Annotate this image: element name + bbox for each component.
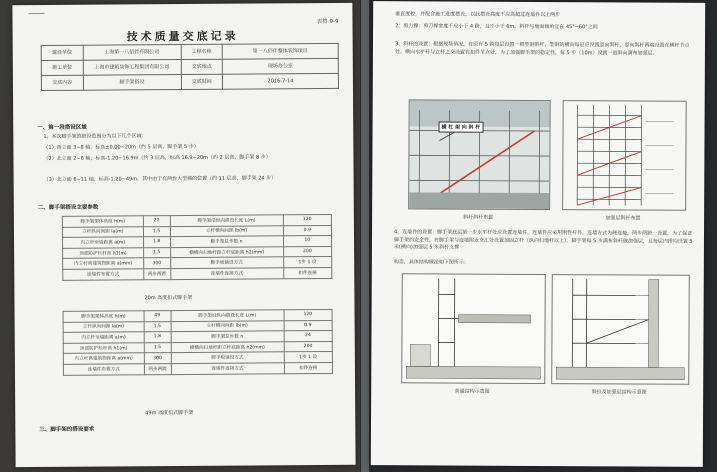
form-code: 表格 9-9	[316, 18, 339, 26]
header-label: 交底时间	[181, 74, 223, 89]
parameter-label: 立杆横向间距 lb(m)	[171, 320, 284, 331]
area-item-2: （2）北立面 2~6 轴，标高-1.20~16.9m（约 3 层高，标高 16.9~20m（约 2 层高，脚手架 8 步）	[43, 154, 271, 162]
parameter-value: 0.9	[284, 320, 333, 331]
paragraph-bracing: 2、剪力撑：剪刀撑宽度不应小于 4 跨，且不小于 6m，斜杆与地面倾角宜在 45°~60°之间	[395, 23, 598, 31]
header-label: 工程名称	[181, 44, 223, 59]
parameter-label: 内立杆至墙距离 a(m)	[63, 332, 144, 343]
normal-structure-drawing	[402, 274, 545, 383]
reinforced-structure-drawing	[552, 275, 689, 384]
parameter-label: 立杆横向间距 lb(m)	[170, 225, 283, 236]
parameter-value: 两步两跨	[144, 364, 171, 375]
parameter-label: 脚手板铺设方式	[170, 257, 283, 268]
diagonal-tag: 横 杠 架 向 斜 杆	[439, 121, 484, 132]
header-value: 上海第一八佰伴有限公司	[83, 45, 181, 61]
parameter-value: 1.5	[144, 321, 171, 332]
paragraph-continuation: 垂直度控，并配合施工进度搭设，以此搭设高度不应高超过连墙件以上两步	[395, 11, 561, 19]
header-value: 现场办公室	[222, 58, 338, 74]
parameter-value: 1.8	[143, 237, 170, 248]
parameter-value: 10	[283, 236, 332, 247]
parameter-label: 连墙件布置方式	[63, 364, 144, 375]
parameter-label: 顶部防护栏杆高 h1(m)	[63, 343, 144, 354]
parameter-value: 1.5	[143, 226, 170, 237]
parameter-value: 扣件连接	[283, 267, 332, 278]
parameter-label: 横横向扫地杆距立杆底距离 h2(mm)	[171, 342, 284, 353]
parameter-value: 1.5	[143, 247, 170, 258]
caption-reinforced-structure: 斜拉及加强层结构示意图	[591, 389, 647, 396]
parameter-label: 脚手架沿纵向搭设长度 L(m)	[170, 215, 283, 226]
parameter-label: 脚手板铺设方式	[171, 352, 284, 363]
table-caption-20m: 20m 高度扣式脚手架	[144, 294, 193, 302]
paragraph-structure: 构造，具体结构做法如下图所示：	[393, 259, 469, 266]
document-title: 技术质量交底记录	[126, 29, 239, 44]
parameter-value: 两步两跨	[143, 269, 170, 280]
parameter-row	[63, 267, 332, 279]
parameter-value: 1.8	[144, 332, 171, 343]
parameter-value: 200	[283, 246, 332, 257]
parameter-label: 横横向扫地杆距立杆底距离 h2(mm)	[170, 247, 283, 258]
parameter-label: 脚手架总步数 n	[171, 331, 284, 342]
right-document-page	[371, 1, 705, 467]
parameter-label: 内立杆离建筑物距离 a(mm)	[63, 353, 144, 364]
parameter-value: 1.5	[144, 342, 171, 353]
parameter-value: 120	[283, 214, 332, 225]
parameter-value: 1步 1 设	[284, 352, 333, 363]
intro-text: 1、本次脚手架的搭设范围分为以下几个区域：	[43, 133, 147, 140]
parameter-label: 脚手架架体高度 h(m)	[62, 216, 143, 227]
header-value: 2016-7-14	[223, 73, 339, 89]
scaffold-photo-reinforced	[562, 100, 687, 211]
parameter-table-49m	[63, 309, 333, 375]
header-table	[41, 43, 339, 91]
diagram-reinforced-structure	[551, 274, 690, 385]
parameter-label: 脚手架架体高度 h(m)	[63, 311, 144, 322]
paragraph-wall-ties: 4、连墙件的设置：脚手架底层第一步水平杆处应设置连墙件，连墙件应采用刚性杆件，连墙方式为硬连接，两步两跨一设置，为了保证脚手架的安全性，在脚手架与连墙附近交汇处设置加固立杆（纵向扫地杆以上）。脚手架每 5 步满布斜杆做加强层，且每层内排均设置 5 米(横向)加强层 5 米斜杆支撑	[393, 229, 693, 251]
caption-reinforced: 加强层斜杆布置	[605, 215, 641, 222]
parameter-label: 连墙件连接方式	[170, 268, 283, 279]
parameter-value: 300	[144, 353, 171, 364]
header-label: 交底内容	[41, 75, 83, 90]
parameter-value: 200	[284, 341, 333, 352]
scaffold-diagonal-illustration	[409, 100, 550, 209]
header-label: 建设单位	[41, 45, 83, 60]
area-item-3: （3）北立面 6~11 轴，标高-1.20~49m。其中由于有两台大型梯的位置（约 11 层高，脚手架 24 步）	[43, 175, 277, 183]
caption-diagonal: 斜杆斜杆布置	[463, 214, 494, 221]
parameter-label: 连墙件布置方式	[63, 269, 144, 280]
header-label: 施工单位	[41, 60, 83, 75]
parameter-label: 顶部防护栏杆高 h1(m)	[63, 248, 144, 259]
parameter-value: 扣件连接	[284, 362, 333, 373]
page-gap	[361, 0, 369, 472]
parameter-label: 脚手架沿纵向搭设长度 L(m)	[171, 310, 284, 321]
table-caption-49m: 49m 高度扣式脚手架	[145, 409, 194, 417]
parameter-label: 立杆纵向间距 la(m)	[63, 321, 144, 332]
parameter-value: 1步 1 设	[283, 257, 332, 268]
scaffold-photo-diagonal	[408, 99, 551, 210]
diagram-normal-structure	[401, 273, 546, 384]
header-value: 脚手架搭设	[83, 75, 181, 91]
punch-mark	[28, 13, 44, 14]
left-document-page	[12, 3, 355, 467]
parameter-label: 连墙件连接方式	[171, 363, 284, 374]
caption-normal-structure: 普通结构示意图	[454, 388, 490, 395]
parameter-label: 立杆纵向间距 la(m)	[62, 226, 143, 237]
scaffold-reinforced-illustration	[563, 101, 686, 210]
parameter-label: 脚手架总步数 n	[170, 236, 283, 247]
header-row	[41, 73, 338, 90]
parameter-value: 300	[143, 258, 170, 269]
paragraph-diagonal: 3、斜杆的设置：根据现场情况，在原有 5 跨每层设置一根型钢斜杆，型钢的横向每层应设置竖向斜杆，竖向斜杆两端设置在横杆节点处。横向水平杆与立杆之交设置在扣件节点处，为了加强脚手架的稳定性，每 5 步（10m）设置一道斜向满布加强层。	[394, 41, 690, 57]
parameter-value: 0.9	[283, 225, 332, 236]
header-value: 第一八佰伴整体装饰项目	[222, 43, 338, 59]
section-heading-1: 一、第一段搭设区域	[37, 124, 87, 132]
section-heading-3: 三、脚手架的搭设要求	[39, 426, 95, 434]
parameter-table-20m	[62, 214, 332, 280]
area-item-1: （1）西立面 3~8 轴，标高±0.00~20m（约 5 层高，脚手架 5 步）	[43, 143, 199, 151]
parameter-value: 120	[284, 309, 333, 320]
header-value: 上海市建筑装饰工程集团有限公司	[83, 60, 181, 76]
parameter-value: 49	[144, 311, 171, 322]
parameter-value: 20	[143, 216, 170, 227]
section-heading-2: 二、脚手架搭设主要参数	[37, 204, 99, 212]
parameter-row	[63, 362, 332, 374]
parameter-value: 24	[284, 331, 333, 342]
parameter-label: 内立杆离建筑物距离 a(mm)	[63, 258, 144, 269]
parameter-label: 内立杆至墙距离 a(m)	[63, 237, 144, 248]
header-label: 交底地点	[181, 59, 223, 74]
